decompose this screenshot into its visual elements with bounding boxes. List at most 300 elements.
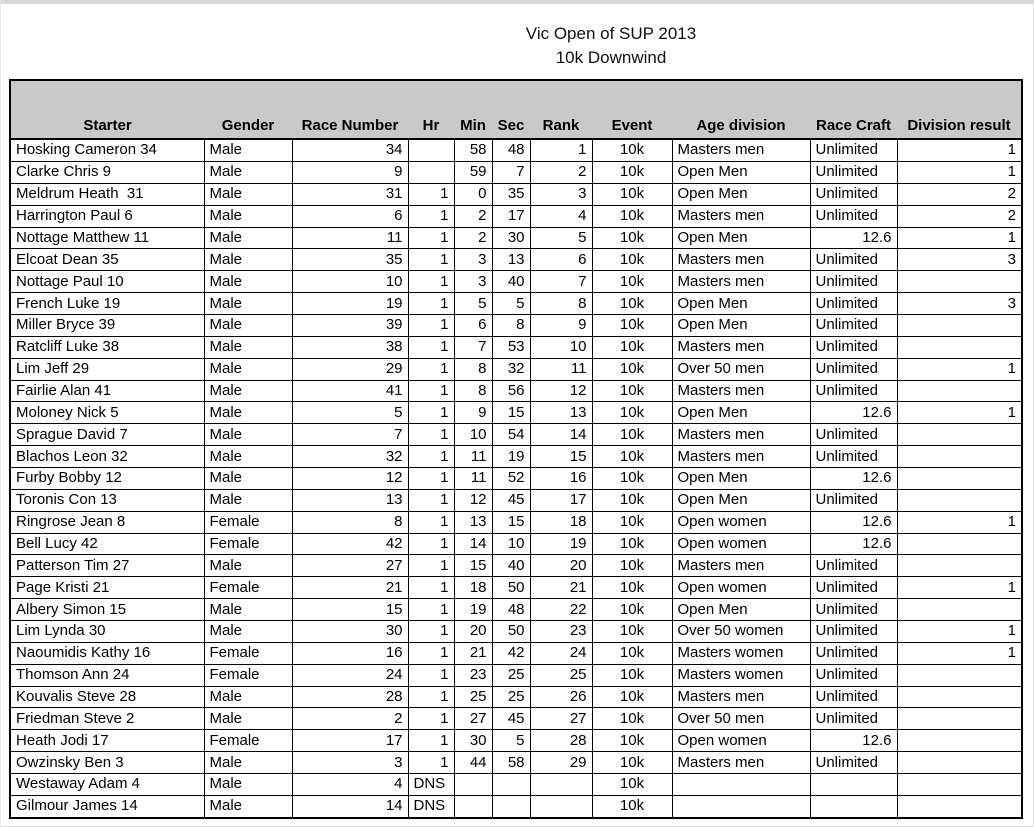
cell-rank: 8 xyxy=(530,293,592,315)
cell-hr: 1 xyxy=(408,446,454,468)
cell-event: 10k xyxy=(592,599,672,621)
cell-min: 5 xyxy=(454,293,492,315)
cell-gender: Male xyxy=(204,314,292,336)
cell-min xyxy=(454,795,492,818)
cell-race_craft: Unlimited xyxy=(810,555,897,577)
cell-race_number: 19 xyxy=(292,293,408,315)
table-row xyxy=(10,336,1022,358)
cell-sec: 8 xyxy=(492,314,530,336)
cell-race_craft: Unlimited xyxy=(810,686,897,708)
cell-gender: Male xyxy=(204,139,292,161)
column-header-event: Event xyxy=(592,80,672,139)
cell-min: 25 xyxy=(454,686,492,708)
cell-event: 10k xyxy=(592,730,672,752)
cell-rank: 13 xyxy=(530,402,592,424)
cell-sec: 10 xyxy=(492,533,530,555)
cell-starter: Moloney Nick 5 xyxy=(10,402,204,424)
cell-min: 2 xyxy=(454,227,492,249)
cell-race_number: 42 xyxy=(292,533,408,555)
cell-race_number: 30 xyxy=(292,620,408,642)
cell-division_result: 1 xyxy=(897,402,1022,424)
cell-division_result xyxy=(897,533,1022,555)
cell-sec: 42 xyxy=(492,642,530,664)
cell-race_craft: Unlimited xyxy=(810,271,897,293)
cell-division_result: 1 xyxy=(897,358,1022,380)
cell-rank: 22 xyxy=(530,599,592,621)
cell-rank: 4 xyxy=(530,205,592,227)
table-row xyxy=(10,511,1022,533)
cell-sec: 56 xyxy=(492,380,530,402)
cell-event: 10k xyxy=(592,620,672,642)
cell-rank: 19 xyxy=(530,533,592,555)
cell-hr: 1 xyxy=(408,620,454,642)
cell-race_craft: Unlimited xyxy=(810,336,897,358)
cell-gender: Male xyxy=(204,358,292,380)
cell-division_result xyxy=(897,708,1022,730)
cell-min: 14 xyxy=(454,533,492,555)
cell-rank: 18 xyxy=(530,511,592,533)
cell-hr: 1 xyxy=(408,730,454,752)
cell-division_result xyxy=(897,686,1022,708)
cell-age_division: Masters men xyxy=(672,752,810,774)
cell-min: 8 xyxy=(454,380,492,402)
cell-age_division: Masters women xyxy=(672,664,810,686)
cell-starter: Harrington Paul 6 xyxy=(10,205,204,227)
cell-min: 2 xyxy=(454,205,492,227)
cell-starter: French Luke 19 xyxy=(10,293,204,315)
cell-rank: 16 xyxy=(530,467,592,489)
cell-race_number: 32 xyxy=(292,446,408,468)
cell-rank: 17 xyxy=(530,489,592,511)
cell-gender: Male xyxy=(204,271,292,293)
cell-gender: Male xyxy=(204,424,292,446)
cell-starter: Nottage Matthew 11 xyxy=(10,227,204,249)
table-row xyxy=(10,664,1022,686)
cell-sec: 35 xyxy=(492,183,530,205)
table-row xyxy=(10,489,1022,511)
cell-gender: Male xyxy=(204,599,292,621)
cell-age_division: Open Men xyxy=(672,183,810,205)
cell-starter: Hosking Cameron 34 xyxy=(10,139,204,161)
cell-division_result: 1 xyxy=(897,227,1022,249)
table-row xyxy=(10,599,1022,621)
cell-hr: 1 xyxy=(408,293,454,315)
cell-min: 15 xyxy=(454,555,492,577)
cell-starter: Kouvalis Steve 28 xyxy=(10,686,204,708)
table-row xyxy=(10,620,1022,642)
cell-race_number: 8 xyxy=(292,511,408,533)
cell-starter: Naoumidis Kathy 16 xyxy=(10,642,204,664)
cell-gender: Male xyxy=(204,336,292,358)
table-row xyxy=(10,227,1022,249)
cell-hr: 1 xyxy=(408,533,454,555)
cell-rank: 29 xyxy=(530,752,592,774)
cell-hr: 1 xyxy=(408,227,454,249)
cell-hr: 1 xyxy=(408,314,454,336)
cell-division_result: 1 xyxy=(897,511,1022,533)
cell-event: 10k xyxy=(592,205,672,227)
cell-event: 10k xyxy=(592,446,672,468)
cell-hr: 1 xyxy=(408,489,454,511)
cell-race_number: 2 xyxy=(292,708,408,730)
cell-sec: 5 xyxy=(492,730,530,752)
cell-starter: Lim Jeff 29 xyxy=(10,358,204,380)
cell-race_craft: Unlimited xyxy=(810,642,897,664)
cell-rank: 25 xyxy=(530,664,592,686)
cell-race_craft: Unlimited xyxy=(810,752,897,774)
cell-rank: 11 xyxy=(530,358,592,380)
cell-hr xyxy=(408,161,454,183)
cell-starter: Thomson Ann 24 xyxy=(10,664,204,686)
table-row xyxy=(10,686,1022,708)
cell-rank: 28 xyxy=(530,730,592,752)
cell-sec: 48 xyxy=(492,139,530,161)
cell-event: 10k xyxy=(592,467,672,489)
cell-event: 10k xyxy=(592,752,672,774)
cell-race_craft: Unlimited xyxy=(810,358,897,380)
table-row xyxy=(10,752,1022,774)
cell-starter: Heath Jodi 17 xyxy=(10,730,204,752)
cell-race_number: 12 xyxy=(292,467,408,489)
cell-event: 10k xyxy=(592,358,672,380)
cell-min: 13 xyxy=(454,511,492,533)
cell-event: 10k xyxy=(592,271,672,293)
cell-age_division: Masters men xyxy=(672,686,810,708)
cell-race_number: 5 xyxy=(292,402,408,424)
cell-gender: Male xyxy=(204,402,292,424)
cell-age_division: Masters men xyxy=(672,249,810,271)
cell-gender: Male xyxy=(204,227,292,249)
cell-event: 10k xyxy=(592,577,672,599)
cell-event: 10k xyxy=(592,795,672,818)
cell-rank: 10 xyxy=(530,336,592,358)
cell-event: 10k xyxy=(592,227,672,249)
cell-race_number: 13 xyxy=(292,489,408,511)
cell-race_craft: Unlimited xyxy=(810,446,897,468)
cell-rank: 27 xyxy=(530,708,592,730)
cell-age_division: Open women xyxy=(672,511,810,533)
cell-race_number: 24 xyxy=(292,664,408,686)
cell-age_division: Open women xyxy=(672,577,810,599)
cell-min: 18 xyxy=(454,577,492,599)
cell-race_number: 7 xyxy=(292,424,408,446)
results-table-body xyxy=(10,139,1022,818)
cell-min: 6 xyxy=(454,314,492,336)
cell-event: 10k xyxy=(592,249,672,271)
cell-race_craft: Unlimited xyxy=(810,708,897,730)
cell-rank: 1 xyxy=(530,139,592,161)
table-row xyxy=(10,293,1022,315)
cell-gender: Male xyxy=(204,774,292,796)
table-row xyxy=(10,555,1022,577)
cell-age_division: Masters men xyxy=(672,446,810,468)
cell-min: 3 xyxy=(454,249,492,271)
cell-sec: 40 xyxy=(492,555,530,577)
cell-age_division: Open Men xyxy=(672,314,810,336)
cell-age_division: Open Men xyxy=(672,227,810,249)
cell-hr: 1 xyxy=(408,555,454,577)
cell-rank xyxy=(530,774,592,796)
cell-gender: Male xyxy=(204,293,292,315)
cell-division_result: 1 xyxy=(897,620,1022,642)
cell-gender: Male xyxy=(204,489,292,511)
cell-age_division: Open Men xyxy=(672,161,810,183)
cell-sec: 45 xyxy=(492,708,530,730)
table-row xyxy=(10,533,1022,555)
cell-sec: 13 xyxy=(492,249,530,271)
cell-race_craft: Unlimited xyxy=(810,380,897,402)
cell-event: 10k xyxy=(592,708,672,730)
cell-gender: Male xyxy=(204,249,292,271)
cell-starter: Ringrose Jean 8 xyxy=(10,511,204,533)
table-row xyxy=(10,205,1022,227)
cell-race_craft: Unlimited xyxy=(810,161,897,183)
cell-division_result xyxy=(897,271,1022,293)
cell-starter: Clarke Chris 9 xyxy=(10,161,204,183)
table-row xyxy=(10,795,1022,818)
cell-age_division: Masters men xyxy=(672,205,810,227)
cell-event: 10k xyxy=(592,686,672,708)
column-header-sec: Sec xyxy=(492,80,530,139)
table-row xyxy=(10,577,1022,599)
cell-rank: 7 xyxy=(530,271,592,293)
cell-division_result: 1 xyxy=(897,139,1022,161)
cell-division_result: 2 xyxy=(897,205,1022,227)
column-header-min: Min xyxy=(454,80,492,139)
cell-age_division: Masters men xyxy=(672,139,810,161)
cell-starter: Gilmour James 14 xyxy=(10,795,204,818)
cell-gender: Female xyxy=(204,511,292,533)
cell-hr: 1 xyxy=(408,511,454,533)
cell-gender: Male xyxy=(204,752,292,774)
cell-race_craft: 12.6 xyxy=(810,730,897,752)
cell-min: 3 xyxy=(454,271,492,293)
cell-race_number: 9 xyxy=(292,161,408,183)
cell-gender: Female xyxy=(204,664,292,686)
cell-rank: 9 xyxy=(530,314,592,336)
cell-race_number: 21 xyxy=(292,577,408,599)
cell-race_number: 28 xyxy=(292,686,408,708)
cell-event: 10k xyxy=(592,314,672,336)
cell-division_result xyxy=(897,752,1022,774)
cell-race_number: 31 xyxy=(292,183,408,205)
cell-rank: 14 xyxy=(530,424,592,446)
cell-gender: Female xyxy=(204,730,292,752)
cell-age_division: Masters women xyxy=(672,642,810,664)
cell-rank: 15 xyxy=(530,446,592,468)
cell-hr: 1 xyxy=(408,424,454,446)
cell-age_division: Masters men xyxy=(672,424,810,446)
cell-event: 10k xyxy=(592,533,672,555)
cell-gender: Male xyxy=(204,795,292,818)
cell-division_result xyxy=(897,314,1022,336)
cell-age_division: Open Men xyxy=(672,293,810,315)
cell-race_craft xyxy=(810,774,897,796)
cell-division_result xyxy=(897,555,1022,577)
cell-sec: 17 xyxy=(492,205,530,227)
cell-min: 30 xyxy=(454,730,492,752)
cell-race_craft xyxy=(810,795,897,818)
cell-race_number: 38 xyxy=(292,336,408,358)
cell-division_result xyxy=(897,774,1022,796)
cell-race_craft: Unlimited xyxy=(810,139,897,161)
cell-rank: 3 xyxy=(530,183,592,205)
cell-race_number: 27 xyxy=(292,555,408,577)
table-row xyxy=(10,139,1022,161)
cell-race_craft: Unlimited xyxy=(810,664,897,686)
cell-race_number: 41 xyxy=(292,380,408,402)
cell-sec: 45 xyxy=(492,489,530,511)
cell-min: 20 xyxy=(454,620,492,642)
cell-age_division: Open Men xyxy=(672,599,810,621)
column-header-starter: Starter xyxy=(10,80,204,139)
cell-race_craft: Unlimited xyxy=(810,577,897,599)
cell-sec: 15 xyxy=(492,402,530,424)
cell-starter: Westaway Adam 4 xyxy=(10,774,204,796)
cell-age_division: Open Men xyxy=(672,467,810,489)
cell-sec: 48 xyxy=(492,599,530,621)
column-header-age_division: Age division xyxy=(672,80,810,139)
cell-min: 9 xyxy=(454,402,492,424)
cell-division_result xyxy=(897,336,1022,358)
column-header-rank: Rank xyxy=(530,80,592,139)
cell-race_craft: Unlimited xyxy=(810,183,897,205)
table-row xyxy=(10,358,1022,380)
column-header-race_craft: Race Craft xyxy=(810,80,897,139)
header-row xyxy=(10,80,1022,139)
cell-gender: Male xyxy=(204,467,292,489)
cell-sec xyxy=(492,795,530,818)
cell-sec: 53 xyxy=(492,336,530,358)
table-row xyxy=(10,402,1022,424)
column-header-race_number: Race Number xyxy=(292,80,408,139)
cell-rank: 23 xyxy=(530,620,592,642)
table-row xyxy=(10,642,1022,664)
title-block xyxy=(199,22,1023,70)
cell-hr: 1 xyxy=(408,402,454,424)
cell-starter: Furby Bobby 12 xyxy=(10,467,204,489)
cell-race_craft: 12.6 xyxy=(810,467,897,489)
table-row xyxy=(10,774,1022,796)
column-header-division_result: Division result xyxy=(897,80,1022,139)
cell-race_craft: Unlimited xyxy=(810,489,897,511)
cell-event: 10k xyxy=(592,293,672,315)
cell-starter: Meldrum Heath 31 xyxy=(10,183,204,205)
cell-min: 7 xyxy=(454,336,492,358)
cell-race_number: 6 xyxy=(292,205,408,227)
cell-gender: Male xyxy=(204,161,292,183)
cell-hr: 1 xyxy=(408,467,454,489)
cell-rank xyxy=(530,795,592,818)
cell-race_craft: Unlimited xyxy=(810,424,897,446)
cell-age_division: Open women xyxy=(672,730,810,752)
table-row xyxy=(10,424,1022,446)
table-row xyxy=(10,271,1022,293)
cell-race_number: 34 xyxy=(292,139,408,161)
cell-min: 58 xyxy=(454,139,492,161)
cell-division_result: 1 xyxy=(897,577,1022,599)
cell-min: 44 xyxy=(454,752,492,774)
cell-event: 10k xyxy=(592,642,672,664)
cell-event: 10k xyxy=(592,380,672,402)
cell-division_result: 3 xyxy=(897,293,1022,315)
cell-min: 59 xyxy=(454,161,492,183)
cell-hr: 1 xyxy=(408,183,454,205)
cell-hr: DNS xyxy=(408,795,454,818)
cell-min: 19 xyxy=(454,599,492,621)
cell-division_result xyxy=(897,599,1022,621)
cell-event: 10k xyxy=(592,489,672,511)
cell-age_division: Masters men xyxy=(672,336,810,358)
cell-race_number: 15 xyxy=(292,599,408,621)
cell-age_division: Masters men xyxy=(672,555,810,577)
cell-age_division: Open women xyxy=(672,533,810,555)
cell-rank: 5 xyxy=(530,227,592,249)
cell-hr: 1 xyxy=(408,642,454,664)
table-row xyxy=(10,183,1022,205)
table-row xyxy=(10,467,1022,489)
cell-hr: 1 xyxy=(408,708,454,730)
table-row xyxy=(10,380,1022,402)
cell-sec: 30 xyxy=(492,227,530,249)
cell-event: 10k xyxy=(592,774,672,796)
cell-min: 10 xyxy=(454,424,492,446)
cell-min xyxy=(454,774,492,796)
cell-event: 10k xyxy=(592,511,672,533)
cell-gender: Male xyxy=(204,708,292,730)
cell-division_result xyxy=(897,489,1022,511)
cell-race_craft: Unlimited xyxy=(810,620,897,642)
cell-sec: 54 xyxy=(492,424,530,446)
cell-race_number: 16 xyxy=(292,642,408,664)
cell-race_number: 3 xyxy=(292,752,408,774)
cell-division_result xyxy=(897,730,1022,752)
table-row xyxy=(10,314,1022,336)
cell-race_number: 11 xyxy=(292,227,408,249)
cell-starter: Miller Bryce 39 xyxy=(10,314,204,336)
cell-race_number: 4 xyxy=(292,774,408,796)
cell-sec: 32 xyxy=(492,358,530,380)
cell-starter: Page Kristi 21 xyxy=(10,577,204,599)
cell-gender: Male xyxy=(204,555,292,577)
cell-starter: Ratcliff Luke 38 xyxy=(10,336,204,358)
cell-event: 10k xyxy=(592,336,672,358)
cell-race_number: 39 xyxy=(292,314,408,336)
cell-division_result: 3 xyxy=(897,249,1022,271)
cell-starter: Blachos Leon 32 xyxy=(10,446,204,468)
cell-gender: Female xyxy=(204,577,292,599)
cell-hr xyxy=(408,139,454,161)
cell-race_number: 17 xyxy=(292,730,408,752)
cell-event: 10k xyxy=(592,424,672,446)
cell-age_division: Masters men xyxy=(672,271,810,293)
cell-starter: Fairlie Alan 41 xyxy=(10,380,204,402)
cell-hr: DNS xyxy=(408,774,454,796)
cell-min: 11 xyxy=(454,467,492,489)
cell-hr: 1 xyxy=(408,271,454,293)
cell-min: 23 xyxy=(454,664,492,686)
cell-division_result: 1 xyxy=(897,161,1022,183)
cell-gender: Male xyxy=(204,205,292,227)
cell-hr: 1 xyxy=(408,752,454,774)
cell-division_result xyxy=(897,795,1022,818)
cell-hr: 1 xyxy=(408,577,454,599)
cell-race_number: 14 xyxy=(292,795,408,818)
cell-sec: 50 xyxy=(492,620,530,642)
cell-sec: 25 xyxy=(492,664,530,686)
cell-hr: 1 xyxy=(408,249,454,271)
column-header-hr: Hr xyxy=(408,80,454,139)
